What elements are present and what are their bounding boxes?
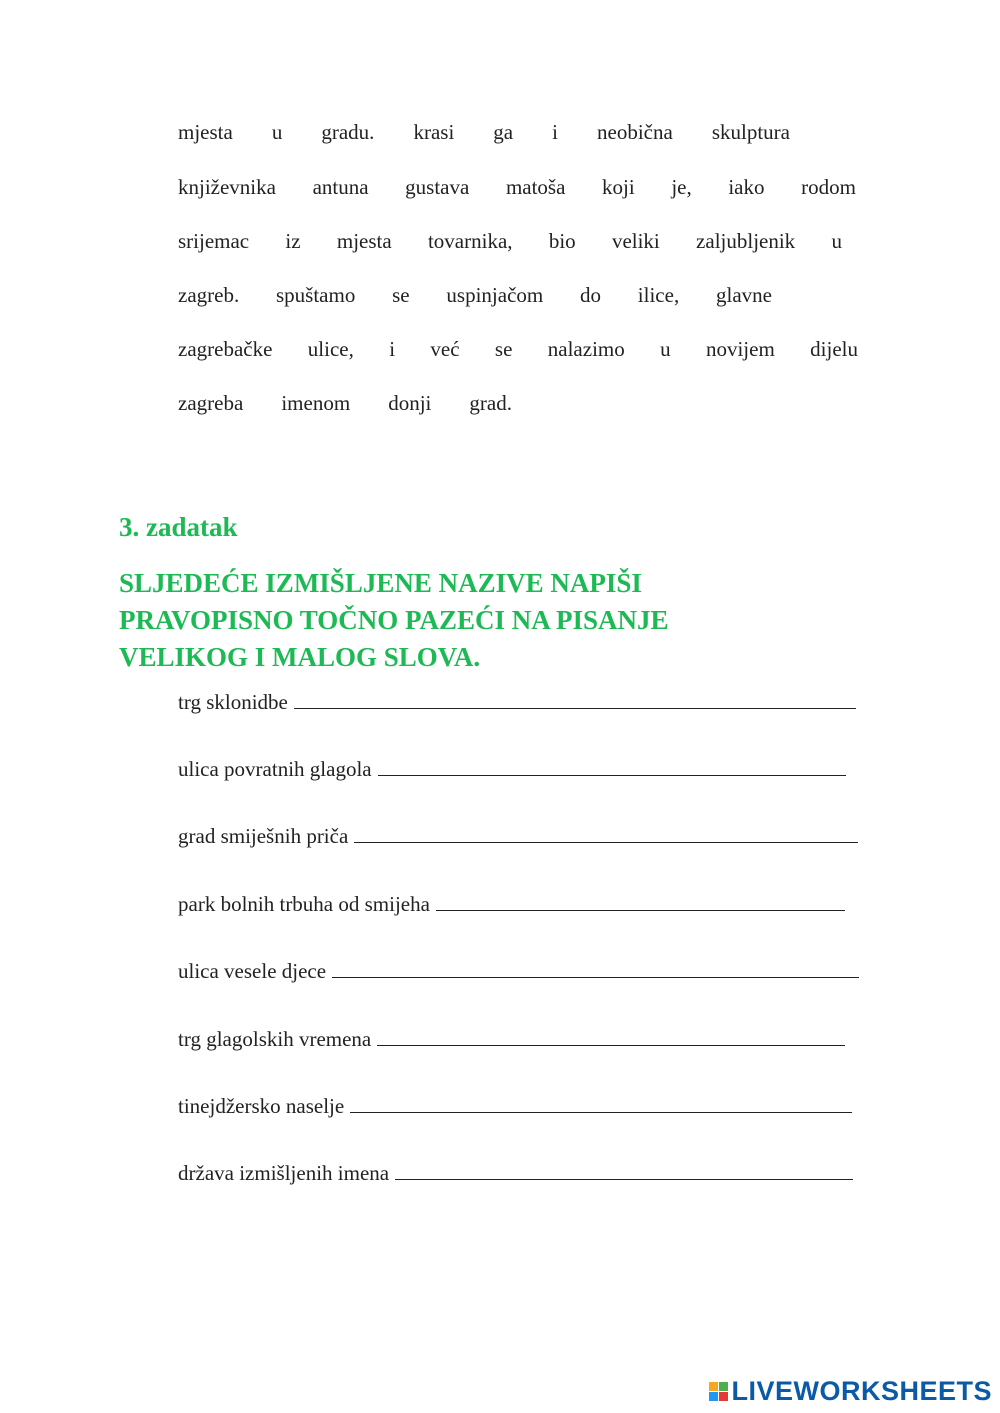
exercise-item-label: trg glagolskih vremena [178, 1027, 372, 1051]
paragraph-word: glavne [715, 283, 772, 307]
paragraph-word: antuna [312, 175, 369, 199]
paragraph-word: zagrebačke [178, 337, 273, 361]
paragraph-word: veliki [611, 229, 660, 253]
logo-square [709, 1382, 718, 1391]
paragraph-word: mjesta [178, 120, 233, 144]
exercise-item-label: država izmišljenih imena [178, 1161, 390, 1185]
exercise-item-label: ulica vesele djece [178, 959, 327, 983]
paragraph-word: bio [548, 229, 576, 253]
logo-square [709, 1392, 718, 1401]
paragraph-word: je, [671, 175, 692, 199]
paragraph-word: nalazimo [547, 337, 625, 361]
task-instruction [119, 565, 919, 676]
logo-square [719, 1392, 728, 1401]
paragraph-word: dijelu [810, 337, 858, 361]
paragraph-word: tovarnika, [427, 229, 513, 253]
paragraph-word: književnika [178, 175, 276, 199]
paragraph-word: ulice, [307, 337, 354, 361]
paragraph-word: koji [602, 175, 635, 199]
paragraph-word: spuštamo [276, 283, 356, 307]
exercise-item-label: trg sklonidbe [178, 690, 288, 714]
task-number: 3. zadatak [119, 512, 238, 542]
exercise-item [178, 756, 846, 782]
paragraph-line-2 [178, 174, 856, 200]
paragraph-word: donji [388, 391, 432, 415]
paragraph-word: i [552, 120, 558, 144]
paragraph-word: zagreba [178, 391, 244, 415]
answer-blank[interactable] [436, 892, 845, 911]
paragraph-word: gustava [405, 175, 470, 199]
paragraph-word: imenom [281, 391, 351, 415]
exercise-item-label: tinejdžersko naselje [178, 1094, 345, 1118]
exercise-item [178, 689, 856, 715]
paragraph-word: do [580, 283, 602, 307]
exercise-item [178, 958, 859, 984]
paragraph-word: ga [493, 120, 514, 144]
answer-blank[interactable] [395, 1161, 853, 1180]
paragraph-word: skulptura [711, 120, 790, 144]
liveworksheets-logo-icon [709, 1382, 728, 1401]
paragraph-word: rodom [801, 175, 856, 199]
answer-blank[interactable] [350, 1094, 852, 1113]
answer-blank[interactable] [354, 824, 858, 843]
exercise-item-label: grad smiješnih priča [178, 824, 349, 848]
paragraph-word: gradu. [321, 120, 375, 144]
paragraph-word: u [831, 229, 842, 253]
paragraph-word: zagreb. [178, 283, 240, 307]
paragraph-word: srijemac [178, 229, 250, 253]
paragraph-word: neobična [597, 120, 673, 144]
paragraph-line-1 [178, 119, 790, 145]
liveworksheets-footer [709, 1376, 992, 1407]
paragraph-line-6 [178, 390, 512, 416]
exercise-item [178, 823, 858, 849]
paragraph-word: ilice, [637, 283, 680, 307]
exercise-item [178, 1026, 845, 1052]
paragraph-word: zaljubljenik [696, 229, 796, 253]
paragraph-word: iako [728, 175, 765, 199]
task-instruction-line: PRAVOPISNO TOČNO PAZEĆI NA PISANJE [119, 605, 669, 635]
exercise-item [178, 1160, 853, 1186]
paragraph-word: mjesta [336, 229, 392, 253]
exercise-item [178, 1093, 852, 1119]
paragraph-word: se [494, 337, 513, 361]
task-instruction-line: SLJEDEĆE IZMIŠLJENE NAZIVE NAPIŠI [119, 568, 642, 598]
exercise-item-label: park bolnih trbuha od smijeha [178, 892, 430, 916]
paragraph-word: se [392, 283, 410, 307]
paragraph-word: i [389, 337, 396, 361]
answer-blank[interactable] [377, 1027, 845, 1046]
paragraph-word: već [430, 337, 460, 361]
answer-blank[interactable] [332, 959, 859, 978]
paragraph-word: matoša [505, 175, 566, 199]
exercise-item [178, 891, 845, 917]
paragraph-word: grad. [469, 391, 512, 415]
exercise-item-label: ulica povratnih glagola [178, 757, 372, 781]
paragraph-line-3 [178, 228, 842, 254]
answer-blank[interactable] [294, 690, 856, 709]
paragraph-word: iz [285, 229, 301, 253]
paragraph-word: u [660, 337, 671, 361]
paragraph-word: u [271, 120, 283, 144]
task-instruction-line: VELIKOG I MALOG SLOVA. [119, 642, 481, 672]
paragraph-word: uspinjačom [446, 283, 544, 307]
brand-name: LIVEWORKSHEETS [731, 1376, 992, 1406]
logo-square [719, 1382, 728, 1391]
paragraph-line-5 [178, 336, 858, 362]
paragraph-word: novijem [705, 337, 775, 361]
paragraph-line-4 [178, 282, 772, 308]
answer-blank[interactable] [378, 757, 846, 776]
paragraph-word: krasi [413, 120, 455, 144]
